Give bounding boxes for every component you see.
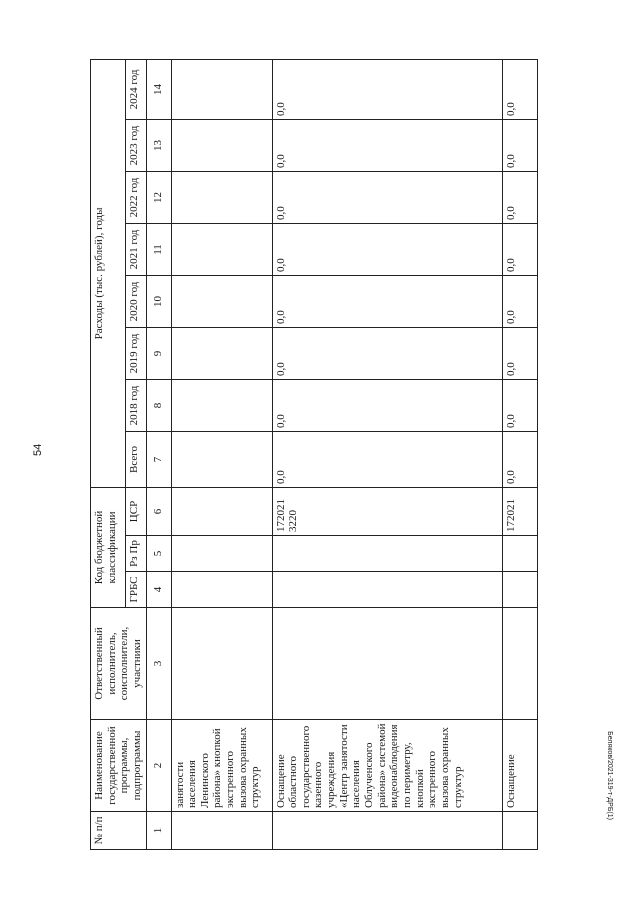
rotated-table-wrapper: [90, 60, 560, 850]
row-value-2021: 0,0: [272, 223, 502, 275]
row-value-2021: [171, 223, 272, 275]
row-rzpr: [272, 536, 502, 572]
column-number: 10: [146, 275, 171, 327]
header-rzpr: Рз Пр: [126, 536, 146, 572]
column-number: 13: [146, 119, 171, 171]
row-value-2023: 0,0: [272, 119, 502, 171]
header-2020: 2020 год: [126, 275, 146, 327]
header-2019: 2019 год: [126, 327, 146, 379]
column-number: 5: [146, 536, 171, 572]
header-grbs: ГРБС: [126, 572, 146, 608]
row-name: Оснащение областного государственного казенного учреждения «Центр занятости населения Облученского района» системой видеонаблюдения по периметру, кнопкой экстренного вызова охранных структур: [272, 720, 502, 812]
header-total: Всего: [126, 431, 146, 487]
row-value-2018: 0,0: [502, 379, 537, 431]
row-value-2024: [171, 59, 272, 119]
column-number: 11: [146, 223, 171, 275]
row-value-2022: 0,0: [502, 171, 537, 223]
header-2024: 2024 год: [126, 59, 146, 119]
row-executor: [502, 608, 537, 720]
row-csr: 172021 3220: [272, 487, 502, 535]
row-value-2021: 0,0: [502, 223, 537, 275]
row-no: [502, 812, 537, 850]
row-no: [272, 812, 502, 850]
column-number: 1: [146, 812, 171, 850]
column-number: 3: [146, 608, 171, 720]
row-grbs: [502, 572, 537, 608]
row-name: занятости населения Ленинского района» кнопкой экстренного вызова охранных структур: [171, 720, 272, 812]
header-budget-code: Код бюджетной классификации: [91, 487, 126, 607]
row-value-total: 0,0: [272, 431, 502, 487]
row-value-2019: [171, 327, 272, 379]
row-csr: 172021: [502, 487, 537, 535]
row-value-2019: 0,0: [502, 327, 537, 379]
row-no: [171, 812, 272, 850]
header-executor: Ответственный исполнитель, соисполнители, участники: [91, 608, 147, 720]
row-value-2023: [171, 119, 272, 171]
row-rzpr: [171, 536, 272, 572]
row-grbs: [171, 572, 272, 608]
row-grbs: [272, 572, 502, 608]
column-number: 6: [146, 487, 171, 535]
document-footer: Беляков/2021-319-т-ДРБ(1): [606, 731, 613, 820]
column-number-row: [146, 59, 171, 849]
row-executor: [272, 608, 502, 720]
header-2018: 2018 год: [126, 379, 146, 431]
header-2022: 2022 год: [126, 171, 146, 223]
table-row: [171, 59, 272, 849]
column-number: 12: [146, 171, 171, 223]
column-number: 4: [146, 572, 171, 608]
column-number: 14: [146, 59, 171, 119]
row-csr: [171, 487, 272, 535]
column-number: 7: [146, 431, 171, 487]
row-value-2022: [171, 171, 272, 223]
row-value-2020: 0,0: [502, 275, 537, 327]
column-number: 8: [146, 379, 171, 431]
row-value-2024: 0,0: [272, 59, 502, 119]
header-2023: 2023 год: [126, 119, 146, 171]
row-rzpr: [502, 536, 537, 572]
row-executor: [171, 608, 272, 720]
table-row: [272, 59, 502, 849]
row-value-2024: 0,0: [502, 59, 537, 119]
row-value-2023: 0,0: [502, 119, 537, 171]
row-value-total: 0,0: [502, 431, 537, 487]
row-value-2018: [171, 379, 272, 431]
header-name: Наименование государственной программы, подпрограммы: [91, 720, 147, 812]
row-name: Оснащение: [502, 720, 537, 812]
row-value-total: [171, 431, 272, 487]
row-value-2018: 0,0: [272, 379, 502, 431]
table-row: [502, 59, 537, 849]
row-value-2022: 0,0: [272, 171, 502, 223]
header-csr: ЦСР: [126, 487, 146, 535]
row-value-2019: 0,0: [272, 327, 502, 379]
header-expenses: Расходы (тыс. рублей), годы: [91, 59, 126, 487]
header-row-1: [91, 59, 126, 849]
row-value-2020: [171, 275, 272, 327]
header-no: № п/п: [91, 812, 147, 850]
header-2021: 2021 год: [126, 223, 146, 275]
column-number: 9: [146, 327, 171, 379]
budget-table: [90, 59, 538, 850]
row-value-2020: 0,0: [272, 275, 502, 327]
column-number: 2: [146, 720, 171, 812]
page-number: 54: [32, 443, 44, 456]
